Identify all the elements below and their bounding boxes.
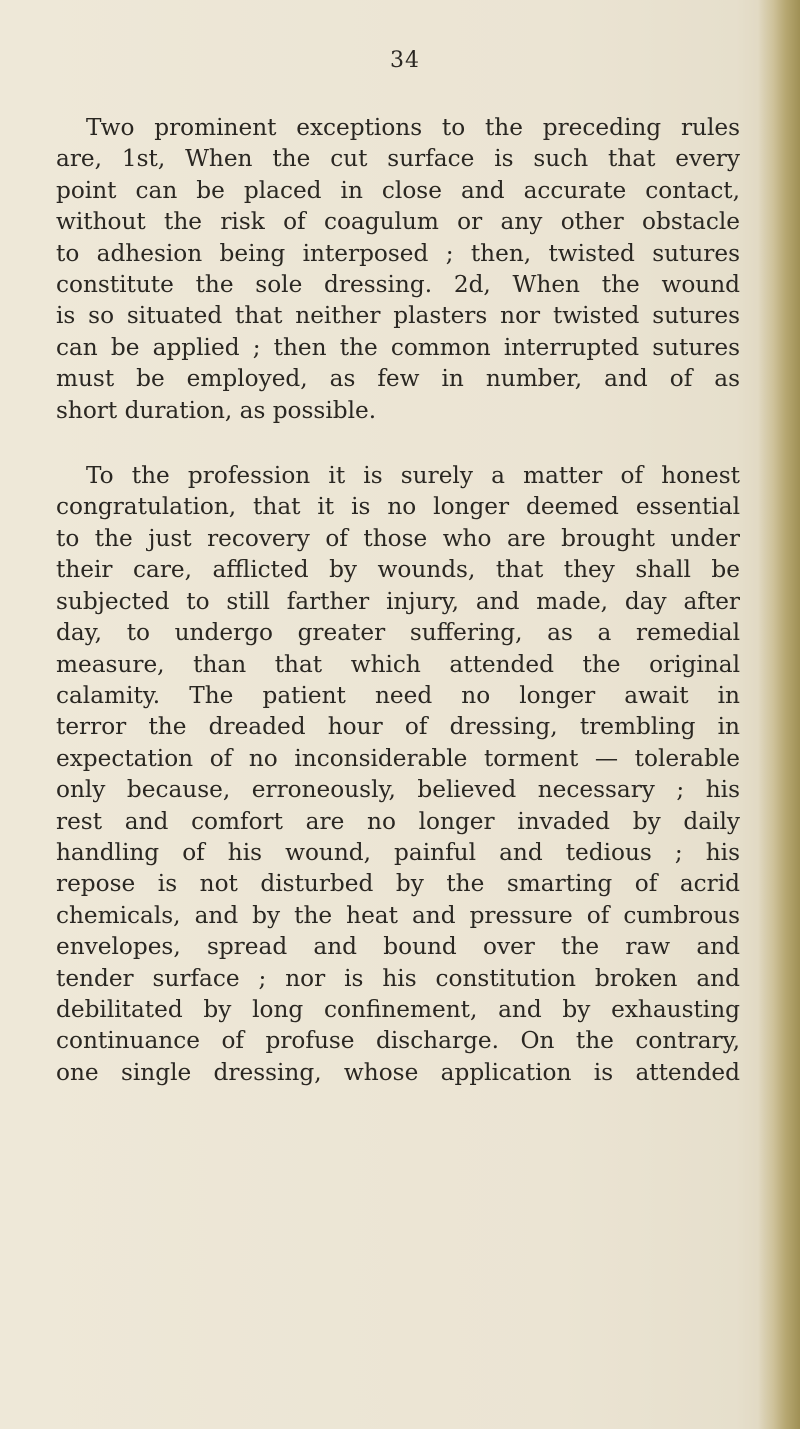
page-number: 34 <box>390 48 420 73</box>
paragraph-1 <box>56 112 740 426</box>
text-line: one single dressing, whose application is attended <box>56 1058 740 1086</box>
text-line: handling of his wound, painful and tedious ; his <box>56 838 740 866</box>
text-line: tender surface ; nor is his constitution broken and <box>56 964 740 992</box>
body-text <box>56 112 740 1088</box>
text-line: expectation of no inconsiderable torment — tolerable <box>56 744 740 772</box>
page-edge-shadow <box>758 0 800 1429</box>
text-line: to the just recovery of those who are brought under <box>56 524 740 552</box>
text-line: short duration, as possible. <box>56 396 377 424</box>
text-line: their care, afflicted by wounds, that they shall be <box>56 556 740 584</box>
text-line: rest and comfort are no longer invaded by daily <box>56 807 740 835</box>
paragraph-2 <box>56 460 740 1088</box>
text-line: envelopes, spread and bound over the raw and <box>56 933 740 961</box>
text-line: congratulation, that it is no longer deemed essential <box>56 493 740 521</box>
text-line: day, to undergo greater suffering, as a remedial <box>56 619 740 647</box>
text-line: without the risk of coagulum or any other obstacle <box>56 208 740 236</box>
text-line: only because, erroneously, believed necessary ; his <box>56 776 740 804</box>
text-line: terror the dreaded hour of dressing, trembling in <box>56 713 740 741</box>
text-line: continuance of profuse discharge. On the contrary, <box>56 1027 740 1055</box>
text-line: can be applied ; then the common interrupted sutures <box>56 333 740 361</box>
text-line: subjected to still farther injury, and made, day after <box>56 587 740 615</box>
text-line: measure, than that which attended the original <box>56 650 740 678</box>
text-line: To the profession it is surely a matter of honest <box>86 462 740 490</box>
text-line: calamity. The patient need no longer await in <box>56 681 740 709</box>
text-line: chemicals, and by the heat and pressure of cumbrous <box>56 901 740 929</box>
text-line: to adhesion being interposed ; then, twisted sutures <box>56 239 740 267</box>
text-line: repose is not disturbed by the smarting of acrid <box>56 870 740 898</box>
text-line: debilitated by long confinement, and by exhausting <box>56 995 740 1023</box>
text-line: must be employed, as few in number, and of as <box>56 365 740 393</box>
text-line: constitute the sole dressing. 2d, When the wound <box>56 271 740 299</box>
text-line: is so situated that neither plasters nor twisted sutures <box>56 302 740 330</box>
text-line: are, 1st, When the cut surface is such that every <box>56 145 740 173</box>
text-line: Two prominent exceptions to the preceding rules <box>86 114 740 141</box>
text-line: point can be placed in close and accurate contact, <box>56 176 740 204</box>
